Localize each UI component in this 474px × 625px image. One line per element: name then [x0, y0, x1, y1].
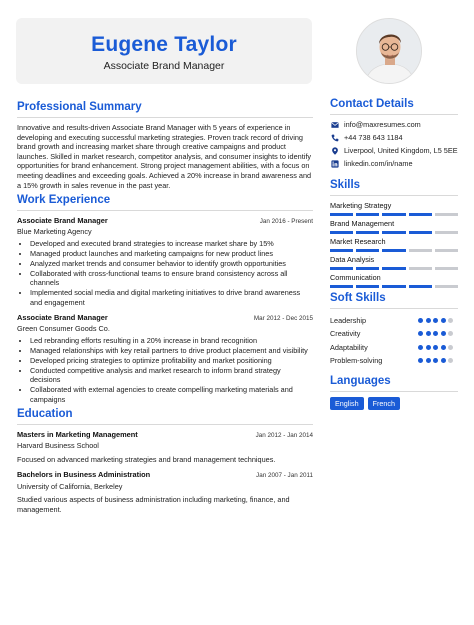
rating-dot [433, 345, 438, 350]
skill-level-segment [382, 267, 405, 270]
degree-name: Masters in Marketing Management [17, 430, 138, 440]
skill-name: Brand Management [330, 218, 395, 228]
job-company: Blue Marketing Agency [17, 227, 92, 237]
soft-skill-name: Leadership [330, 315, 367, 325]
rating-dot [418, 358, 423, 363]
phone-icon [330, 134, 339, 143]
education-description: Focused on advanced marketing strategies and brand management techniques. [17, 454, 276, 464]
rating-dot [418, 318, 423, 323]
skill-level-segment [330, 285, 353, 288]
skill-level-segment [356, 249, 379, 252]
rating-dot [426, 358, 431, 363]
skill-item [330, 219, 458, 234]
section-divider [330, 114, 458, 115]
section-divider [17, 210, 313, 211]
skill-level-segment [435, 267, 458, 270]
skills-list [330, 201, 458, 288]
skill-item [330, 273, 458, 288]
languages-list [330, 397, 458, 410]
skill-level-segment [435, 213, 458, 216]
job-dates: Jan 2016 - Present [259, 218, 313, 226]
rating-dot [448, 345, 453, 350]
soft-skill-rating [418, 331, 458, 336]
profile-photo-illustration [357, 19, 422, 84]
skill-level-segment [435, 249, 458, 252]
school-name: Harvard Business School [17, 441, 99, 451]
skill-item [330, 255, 458, 270]
candidate-name: Eugene Taylor [91, 33, 237, 56]
skill-level-segment [382, 231, 405, 234]
section-divider [330, 195, 458, 196]
skill-level-segment [409, 213, 432, 216]
rating-dot [426, 318, 431, 323]
summary-heading: Professional Summary [17, 101, 142, 113]
section-divider [17, 117, 313, 118]
skill-item [330, 201, 458, 216]
experience-heading: Work Experience [17, 194, 111, 207]
job-bullet: • Developed pricing strategies to optimize profitability and market positioning [30, 356, 313, 365]
job-bullets [30, 336, 313, 404]
skill-level-segment [409, 285, 432, 288]
soft-skill-name: Problem-solving [330, 356, 383, 366]
skill-level-segment [435, 231, 458, 234]
skill-level-segment [356, 285, 379, 288]
rating-dot [448, 318, 453, 323]
skill-level-segment [330, 249, 353, 252]
job-bullet: • Managed product launches and marketing campaigns for new product lines [30, 249, 313, 258]
rating-dot [433, 358, 438, 363]
soft-skill-item [330, 354, 458, 368]
job-bullets [30, 239, 313, 307]
job-entry [17, 216, 313, 307]
language-badge: French [368, 397, 400, 410]
job-bullet: • Implemented social media and digital marketing initiatives to drive brand awareness and engagement [30, 288, 313, 307]
job-bullet: • Analyzed market trends and consumer behavior to identify growth opportunities [30, 259, 313, 268]
skill-level-bar [330, 231, 458, 234]
job-bullet: • Led rebranding efforts resulting in a 20% increase in brand recognition [30, 336, 313, 345]
education-description: Studied various aspects of business administration including marketing, finance, and management. [17, 495, 290, 514]
rating-dot [433, 318, 438, 323]
contact-address [330, 146, 458, 156]
degree-name: Bachelors in Business Administration [17, 470, 151, 480]
job-bullet: • Collaborated with external agencies to create compelling marketing materials and campaigns [30, 385, 313, 404]
soft-skill-rating [418, 358, 458, 363]
candidate-title: Associate Brand Manager [103, 60, 225, 73]
soft-skills-heading: Soft Skills [330, 291, 386, 304]
section-divider [17, 424, 313, 425]
summary-text: Innovative and results-driven Associate Brand Manager with 5 years of experience in developing and executing successful marketing strategies. Proven track record of driving brand growth and increasing market share through creative campaigns and product launches. Skilled in market research, competitor analysis, and consumer insights to identify opportunities for brand enhancement. Strong project management abilities, with a focus on meeting deadlines and exceeding goals. Achieved a 20% increase in brand awareness and a 15% growth in sales revenue in the past year. [17, 122, 312, 190]
soft-skills-list [330, 314, 458, 368]
left-column [17, 100, 313, 514]
education-dates: Jan 2012 - Jan 2014 [255, 432, 313, 440]
job-role: Associate Brand Manager [17, 313, 108, 323]
email-text[interactable]: info@maxresumes.com [344, 119, 421, 129]
skill-level-segment [330, 231, 353, 234]
skill-level-bar [330, 213, 458, 216]
profile-photo [356, 18, 422, 84]
skill-level-segment [356, 231, 379, 234]
job-dates: Mar 2012 - Dec 2015 [253, 315, 313, 323]
section-divider [330, 308, 458, 309]
location-pin-icon [330, 147, 339, 156]
address-text: Liverpool, United Kingdom, L5 5EE [344, 145, 458, 155]
job-role: Associate Brand Manager [17, 216, 108, 226]
skill-level-bar [330, 249, 458, 252]
right-column [330, 97, 458, 410]
skill-level-segment [409, 249, 432, 252]
education-entry [17, 430, 313, 464]
rating-dot [448, 331, 453, 336]
rating-dot [418, 345, 423, 350]
skill-level-segment [435, 285, 458, 288]
skill-level-segment [356, 267, 379, 270]
skill-item [330, 237, 458, 252]
education-heading: Education [17, 408, 73, 421]
skill-level-segment [330, 213, 353, 216]
linkedin-text[interactable]: linkedin.com/in/name [344, 158, 413, 168]
soft-skill-item [330, 327, 458, 341]
skill-name: Data Analysis [330, 254, 375, 264]
section-divider [330, 391, 458, 392]
soft-skill-name: Adaptability [330, 342, 368, 352]
rating-dot [433, 331, 438, 336]
job-bullet: • Managed relationships with key retail partners to drive product placement and visibility [30, 346, 313, 355]
skill-level-segment [409, 267, 432, 270]
skill-level-segment [356, 213, 379, 216]
skill-name: Communication [330, 272, 381, 282]
rating-dot [448, 358, 453, 363]
skill-name: Market Research [330, 236, 386, 246]
languages-heading: Languages [330, 374, 391, 387]
skills-heading: Skills [330, 178, 361, 191]
education-entry [17, 470, 313, 514]
job-company: Green Consumer Goods Co. [17, 324, 110, 334]
language-badge: English [330, 397, 364, 410]
rating-dot [441, 331, 446, 336]
soft-skill-rating [418, 318, 458, 323]
rating-dot [441, 318, 446, 323]
rating-dot [426, 345, 431, 350]
school-name: University of California, Berkeley [17, 481, 123, 491]
skill-level-bar [330, 267, 458, 270]
rating-dot [441, 358, 446, 363]
skill-level-segment [330, 267, 353, 270]
soft-skill-name: Creativity [330, 329, 361, 339]
skill-level-segment [382, 213, 405, 216]
contact-heading: Contact Details [330, 98, 414, 110]
rating-dot [418, 331, 423, 336]
skill-name: Marketing Strategy [330, 200, 392, 210]
envelope-icon [330, 121, 339, 130]
rating-dot [441, 345, 446, 350]
job-bullet: • Conducted competitive analysis and market research to inform brand strategy decisions [30, 366, 313, 385]
skill-level-bar [330, 285, 458, 288]
contact-email[interactable] [330, 120, 458, 130]
contact-phone[interactable] [330, 133, 458, 143]
skill-level-segment [409, 231, 432, 234]
job-bullet: • Collaborated with cross-functional teams to ensure brand consistency across all channels [30, 269, 313, 288]
skill-level-segment [382, 285, 405, 288]
rating-dot [426, 331, 431, 336]
phone-text[interactable]: +44 738 643 1184 [344, 132, 403, 142]
contact-linkedin[interactable] [330, 159, 458, 169]
education-dates: Jan 2007 - Jan 2011 [256, 472, 313, 480]
soft-skill-item [330, 314, 458, 328]
linkedin-icon [330, 160, 339, 169]
soft-skill-item [330, 341, 458, 355]
soft-skill-rating [418, 345, 458, 350]
header-box [16, 18, 312, 84]
job-bullet: • Developed and executed brand strategies to increase market share by 15% [30, 239, 313, 248]
skill-level-segment [382, 249, 405, 252]
job-entry [17, 313, 313, 404]
